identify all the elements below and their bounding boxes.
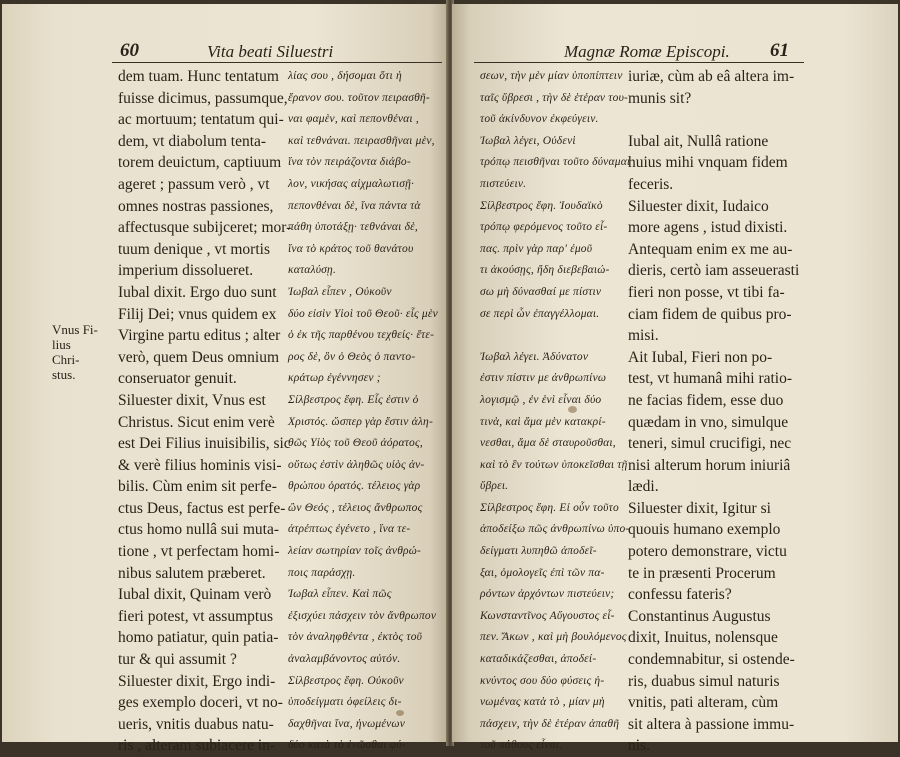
text-line: ποις παράσχῃ. [288,566,356,579]
text-line: Σίλβεστρος ἔφη. Εἷς ἐστιν ὁ [288,393,419,406]
text-line: θῶς Υἱὸς τοῦ Θεοῦ ἀόρατος, [288,437,423,450]
text-line: huius mihi vnquam fidem [628,154,788,172]
text-line: Constantinus Augustus [628,607,771,625]
text-line: test, vt humanâ mihi ratio- [628,370,793,388]
text-line: Siluester dixit, Ergo indi- [118,672,276,690]
text-line: confessu fateris? [628,586,732,604]
text-line: πιστεύειν. [480,177,527,190]
text-line: ὑποδείγματι ὀφείλεις δι- [288,696,402,709]
text-line: τοῦ ἀκίνδυνον ἐκφεύγειν. [480,113,599,126]
text-line: Ἰωβαλ λέγει. Ἀδύνατον [480,350,589,363]
margin-note: Vnus Fi- lius Chri- stus. [52,322,98,382]
text-line: τοῦ πάθους εἶναι. [480,739,563,752]
text-line: ris , alteram subiacere in- [118,737,276,755]
text-line: affectusque subijceret; mor- [118,219,292,237]
text-line: teneri, simul crucifigi, nec [628,435,792,453]
text-line: καὶ τεθνάναι. πειρασθῆναι μὲν, [288,134,435,147]
right-page [452,4,898,755]
page-number: 60 [120,40,139,61]
text-line: σω μὴ δύνασθαί με πίστιν [480,285,602,298]
text-line: Iubal ait, Nullâ ratione [628,132,769,150]
text-line: tione , vt perfectam homi- [118,543,280,561]
text-line: conseruator genuit. [118,370,237,388]
text-line: Κωνσταντῖνος Αὔγουστος εἶ- [480,609,615,622]
text-line: ἵνα τὸν πειράζοντα διάβο- [288,156,411,169]
text-line: nisi alterum horum iniuriâ [628,456,791,474]
text-line: Σίλβεστρος ἔφη. Ἰουδαϊκὸ [480,199,603,212]
text-line [480,325,630,347]
text-line: & verè filius hominis visi- [118,456,282,474]
latin-column [118,66,291,757]
text-line: ctus Deus, factus est perfe- [118,499,286,517]
text-line: ne facias fidem, esse duo [628,391,784,409]
text-line: feceris. [628,175,674,193]
text-line: Iubal dixit, Quinam verò [118,586,272,604]
text-line: munis sit? [628,89,692,107]
text-line: te in præsenti Procerum [628,564,776,582]
text-line: Σίλβεστρος ἔφη. Οὐκοῦν [288,674,404,687]
text-line: condemnabitur, si ostende- [628,651,795,669]
running-head: Magnæ Romæ Episcopi. [564,42,730,61]
text-line: fuisse dicimus, passumque, [118,89,288,107]
text-line: dixit, Inuitus, nolensque [628,629,778,647]
text-line: dieris, certò iam asseuerasti [628,262,800,280]
text-line: sit altera à passione immu- [628,715,795,733]
text-line: dem tuam. Hunc tentatum [118,68,279,85]
text-line: ciam fidem de quibus pro- [628,305,792,323]
text-line: ὢν Θεός , τέλειος ἄνθρωπος [288,501,423,514]
text-line: κράτωρ ἐγέννησεν ; [288,372,381,385]
text-line: verò, quem Deus omnium [118,348,280,366]
text-line: ναι φαμὲν, καὶ πεπονθέναι , [288,113,419,126]
text-line: torem deuictum, captiuum [118,154,282,172]
text-line: ἵνα τὸ κράτος τοῦ θανάτου [288,242,414,255]
text-line: Ἰωβαλ λέγει, Οὐδενὶ [480,134,576,147]
text-line: λογισμῷ , ἐν ἑνὶ εἶναι δύο [480,393,602,406]
text-line: ἐξισχύει πάσχειν τὸν ἄνθρωπον [288,609,437,622]
text-line: δαχθῆναι ἵνα, ἡνωμένων [288,717,406,730]
text-line [628,109,799,131]
text-line: potero demonstrare, victu [628,543,787,561]
text-line: πεν. Ἄκων , καὶ μὴ βουλόμενος [480,631,627,644]
text-line: Siluester dixit, Vnus est [118,391,266,409]
ink-stain [396,710,404,716]
text-line: nis. [628,737,650,755]
text-line: ἐστιν πίστιν με ἀνθρωπίνω [480,372,607,385]
text-line: est Dei Filius inuisibilis, sic [118,435,291,453]
text-line: ac mortuum; tentatum qui- [118,111,284,129]
text-line: πας. πρὶν γὰρ παρ' ἐμοῦ [480,242,593,255]
text-line: quouis humano exemplo [628,521,781,539]
text-line: omnes nostras passiones, [118,197,274,215]
text-line: quædam in vno, simulque [628,413,789,431]
text-line: Iubal dixit. Ergo duo sunt [118,283,277,301]
text-line: imperium dissolueret. [118,262,254,280]
greek-column [288,66,438,757]
text-line: Σίλβεστρος ἔφη. Εἰ οὖν τοῦτο [480,501,619,514]
text-line: δείγματι λυπηθῶ ἀποδεῖ- [480,545,597,558]
text-line: δύο εἰσὶν Υἱοὶ τοῦ Θεοῦ· εἷς μὲν [288,307,438,320]
text-line: Filij Dei; vnus quidem ex [118,305,277,323]
text-line: ρόντων ἀρχόντων πιστεύειν; [480,588,615,601]
running-head: Vita beati Siluestri [207,42,334,61]
text-line: ris, duabus simul naturis [628,672,780,690]
latin-column [628,66,799,757]
text-line: bilis. Cùm enim sit perfe- [118,478,277,496]
text-line: ταῖς ὕβρεσι , τὴν δὲ ἑτέραν του- [480,91,629,104]
text-line: tur & qui assumit ? [118,651,237,669]
header-rule [474,62,804,63]
text-line: σε περὶ ὧν ἐπαγγέλλομαι. [480,307,600,320]
text-line: τρόπῳ πεισθῆναι τοῦτο δύναμαι [480,156,631,169]
text-line: iuriæ, cùm ab eâ altera im- [628,68,795,85]
text-line: Siluester dixit, Igitur si [628,499,771,517]
text-line: Ἰωβαλ εἶπεν , Οὐκοῦν [288,285,392,298]
text-line: καταλύσῃ. [288,264,337,277]
text-line: lædi. [628,478,659,496]
text-line: καὶ τὸ ἓν τούτων ὑποκεῖσθαι τῇ [480,458,628,471]
text-line: ξαι, ὁμολογεῖς ἐπὶ τῶν πα- [480,566,605,579]
text-line: tuum denique , vt mortis [118,240,270,258]
text-line: θρώπου ὁρατός. τέλειος γὰρ [288,480,421,493]
text-line: Antequam enim ex me au- [628,240,793,258]
text-line: ageret ; passum verò , vt [118,175,270,193]
text-line: καταδικάζεσθαι, ἀποδεί- [480,653,597,666]
page-number: 61 [770,40,789,61]
text-line: more agens , istud dixisti. [628,219,788,237]
text-line: τρόπῳ φερόμενος τοῦτο εἶ- [480,221,608,234]
text-line: Ait Iubal, Fieri non po- [628,348,773,366]
text-line: λείαν σωτηρίαν τοῖς ἀνθρώ- [288,545,422,558]
text-line: misi. [628,327,659,345]
text-line: ρος δὲ, ὃν ὁ Θεὸς ὁ παντο- [288,350,416,363]
text-line: Ἰωβαλ εἶπεν. Καὶ πῶς [288,588,392,601]
text-line: ἔρανον σου. τοῦτον πειρασθῆ- [288,91,430,104]
text-line: σεων, τὴν μὲν μίαν ὑποπίπτειν [480,70,623,82]
header-rule [112,62,442,63]
text-line: homo patiatur, quin patia- [118,629,279,647]
text-line: λίας σου , δήσομαι ὅτι ἡ [288,70,402,82]
text-line: Virgine partu editus ; alter [118,327,281,345]
text-line: ges exemplo doceri, vt no- [118,694,283,712]
text-line: Christus. Sicut enim verè [118,413,275,431]
text-line: nibus salutem præberet. [118,564,266,582]
left-page [2,4,448,755]
text-line: τὸν ἀναληφθέντα , ἐκτὸς τοῦ [288,631,423,644]
text-line: οὕτως ἐστὶν ἀληθῶς υἱὸς ἀν- [288,458,425,471]
text-line: Χριστός. ὥσπερ γὰρ ἔστιν ἀλη- [288,415,433,428]
text-line: fieri non posse, vt tibi fa- [628,283,785,301]
text-line: τινὰ, καὶ ἅμα μὲν κατακρί- [480,415,606,428]
text-line: ctus homo nullâ sui muta- [118,521,280,539]
text-line: λον, νικήσας αἰχμαλωτισῇ· [288,177,415,190]
greek-column [480,66,630,757]
text-line: δύο κατὰ τὸ ἑνῶσθαι φύ- [288,739,406,752]
text-line: ἀτρέπτως ἐγένετο , ἵνα τε- [288,523,411,536]
text-line: ὕβρει. [480,480,509,493]
text-line: κνύντος σου δύο φύσεις ἡ- [480,674,605,687]
text-line: fieri potest, vt assumptus [118,607,273,625]
text-line: vnitis, pati alteram, cùm [628,694,779,712]
text-line: ἀποδείξω πῶς ἀνθρωπίνω ὑπο- [480,523,630,536]
text-line: νωμένας κατὰ τὸ , μίαν μὴ [480,696,605,709]
text-line: Siluester dixit, Iudaico [628,197,769,215]
text-line: ἀναλαμβάνοντος αὐτόν. [288,653,401,666]
text-line: πάσχειν, τὴν δὲ ἑτέραν ἀπαθῆ [480,717,620,730]
text-line: ὁ ἐκ τῆς παρθένου τεχθείς· ἕτε- [288,329,435,342]
ink-stain [568,406,577,413]
text-line: πεπονθέναι δὲ, ἵνα πάντα τὰ [288,199,421,212]
text-line: πάθη ὑποτάξῃ· τεθνάναι δὲ, [288,221,418,234]
text-line: τι ἀκούσῃς, ἤδη διεβεβαιώ- [480,264,610,277]
text-line: ueris, vnitis duabus natu- [118,715,274,733]
text-line: νεσθαι, ἅμα δὲ σταυροῦσθαι, [480,437,616,450]
text-line: dem, vt diabolum tenta- [118,132,267,150]
